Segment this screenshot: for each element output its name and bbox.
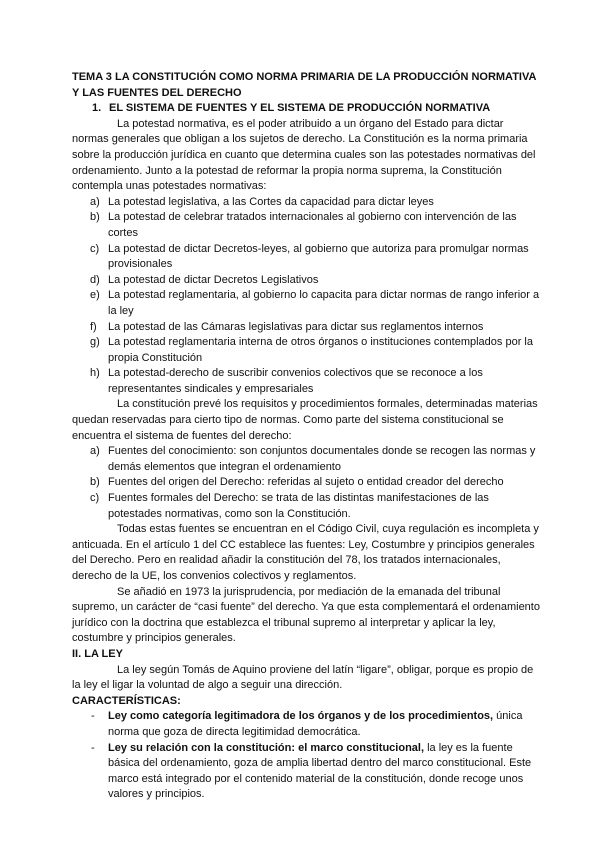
list-item — [72, 195, 540, 211]
list-item-label: - — [91, 741, 95, 754]
list-item-text: única norma que goza de directa legitimidad democrática. — [108, 710, 523, 738]
list-item — [72, 709, 540, 740]
document-title: TEMA 3 LA CONSTITUCIÓN COMO NORMA PRIMARIA DE LA PRODUCCIÓN NORMATIVA Y LAS FUENTES DEL DERECHO — [72, 71, 537, 99]
list-item-text: La potestad de celebrar tratados internacionales al gobierno con intervención de las cortes — [108, 211, 517, 239]
list-item-text: La potestad reglamentaria, al gobierno lo capacita para dictar normas de rango inferior a la ley — [108, 289, 540, 317]
list-item — [72, 288, 540, 319]
list-item-label: a) — [90, 445, 100, 458]
list-item-label: c) — [90, 242, 100, 255]
list-item — [72, 242, 540, 273]
list-item — [72, 475, 540, 491]
list-item — [72, 491, 540, 522]
list-item-label: b) — [90, 476, 100, 489]
list-item-text: la ley es la fuente básica del ordenamiento, goza de amplia libertad dentro del marco constitucional. Este marco está integrado por el contenido material de la constitución, donde recoge unos valores y principios. — [108, 741, 532, 801]
list-item — [72, 741, 540, 803]
list-item-bold-text: Ley como categoría legitimadora de los órganos y de los procedimientos, — [108, 710, 494, 723]
list-item-text: La potestad reglamentaria interna de otros órganos o instituciones contemplados por la propia Constitución — [108, 336, 533, 364]
caracteristicas-heading: CARACTERÍSTICAS: — [72, 694, 181, 707]
list-item-label: - — [91, 710, 95, 723]
list-item — [72, 320, 540, 336]
caracteristicas-list — [72, 709, 540, 803]
paragraph: La ley según Tomás de Aquino proviene del latín “ligare”, obligar, porque es propio de la ley el ligar la voluntad de algo a seguir una dirección. — [72, 663, 534, 692]
section-2-heading: II. LA LEY — [72, 647, 123, 660]
list-item — [72, 335, 540, 366]
list-item-text: La potestad de las Cámaras legislativas para dictar sus reglamentos internos — [108, 320, 484, 333]
list-item-text: Fuentes formales del Derecho: se trata de las distintas manifestaciones de las potestades normativas, como son la Constitución. — [108, 492, 489, 520]
list-item-text: La potestad legislativa, a las Cortes da capacidad para dictar leyes — [108, 195, 434, 208]
list-item-label: f) — [90, 320, 97, 333]
paragraph: Se añadió en 1973 la jurisprudencia, por mediación de la emanada del tribunal supremo, un carácter de “casi fuente” del derecho. Ya que esta complementará el ordenamiento jurídico con la doctrina que establezca el tribunal supremo al interpretar y aplicar la ley, costumbre y principios generales. — [72, 585, 540, 645]
list-item — [72, 366, 540, 397]
list-item — [72, 273, 540, 289]
list-item-label: b) — [90, 211, 100, 224]
list-item-text: La potestad de dictar Decretos Legislativos — [108, 273, 319, 286]
paragraph: La constitución prevé los requisitos y procedimientos formales, determinadas materias quedan reservadas para cierto tipo de normas. Como parte del sistema constitucional se encuentra el sistema de fuentes del derecho: — [72, 398, 538, 442]
list-item-label: e) — [90, 289, 100, 302]
list-item-text: La potestad de dictar Decretos-leyes, al gobierno que autoriza para promulgar normas provisionales — [108, 242, 529, 271]
list-item-label: a) — [90, 195, 100, 208]
list-item-label: c) — [90, 492, 100, 505]
document-body — [72, 70, 540, 803]
list-item-label: h) — [90, 367, 100, 380]
list-item-text: Fuentes del conocimiento: son conjuntos documentales donde se recogen las normas y demás elementos que integran el ordenamiento — [108, 445, 536, 473]
section-1-heading-text: EL SISTEMA DE FUENTES Y EL SISTEMA DE PRODUCCIÓN NORMATIVA — [109, 102, 491, 115]
section-1-heading — [92, 101, 540, 117]
list-item-label: g) — [90, 336, 100, 349]
paragraph: Todas estas fuentes se encuentran en el Código Civil, cuya regulación es incompleta y anticuada. En el artículo 1 del CC establece las fuentes: Ley, Costumbre y principios generales del Derecho. Pero en realidad añadir la constitución del 78, los tratados internacionales, derecho de la UE, los convenios colectivos y reglamentos. — [72, 523, 539, 582]
list-item — [72, 210, 540, 241]
list-item-text: La potestad-derecho de suscribir convenios colectivos que se reconoce a los representantes sindicales y empresariales — [108, 367, 483, 395]
fuentes-list — [72, 444, 540, 522]
paragraph: La potestad normativa, es el poder atribuido a un órgano del Estado para dictar normas generales que obligan a los sujetos de derecho. La Constitución es la norma primaria sobre la producción jurídica en cuanto que determina cuales son las potestades normativas del ordenamiento. Junto a la potestad de reformar la propia norma suprema, la Constitución contempla unas potestades normativas: — [72, 117, 536, 193]
list-item-text: Fuentes del origen del Derecho: referidas al sujeto o entidad creador del derecho — [108, 476, 504, 489]
list-item-label: d) — [90, 273, 100, 286]
section-1-number: 1. — [92, 102, 102, 115]
potestades-list — [72, 195, 540, 398]
list-item-bold-text: Ley su relación con la constitución: el marco constitucional, — [108, 741, 425, 754]
list-item — [72, 444, 540, 475]
